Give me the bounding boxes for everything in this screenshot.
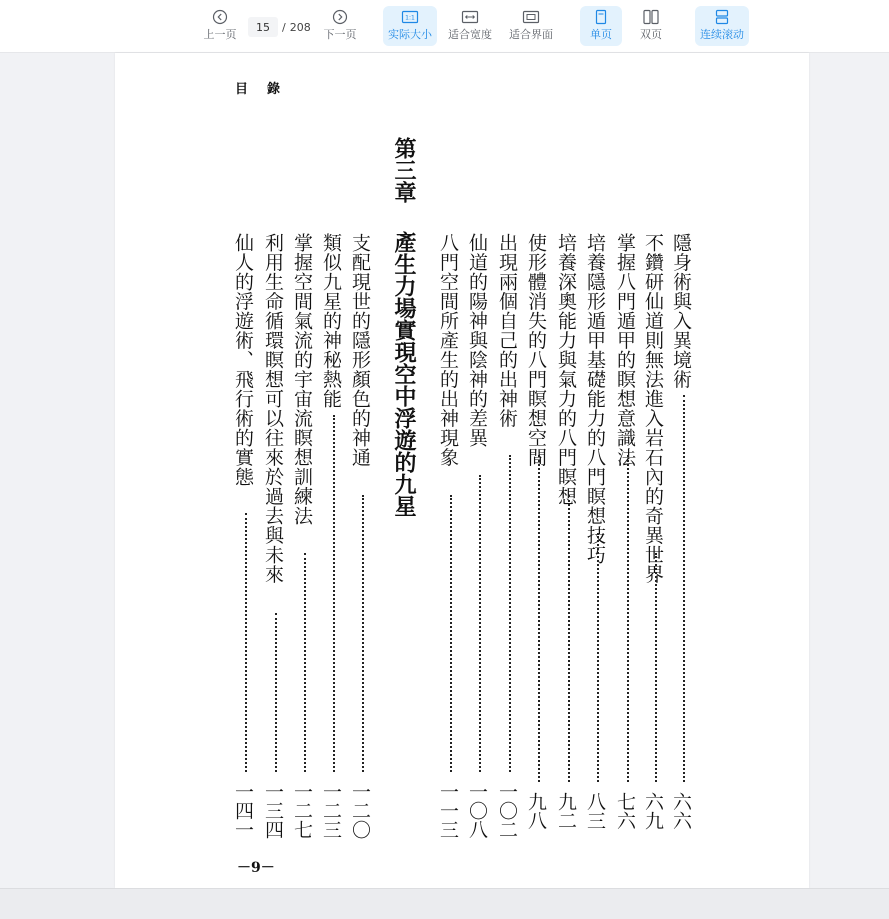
toc-entry-title: 仙人的浮遊術、飛行術的實態 — [232, 233, 254, 487]
toc-leader — [683, 395, 685, 782]
toc-leader — [538, 455, 540, 782]
single-page-button[interactable] — [580, 6, 622, 46]
fit-page-label: 适合界面 — [509, 28, 553, 41]
chevron-left-circle-icon — [212, 9, 228, 25]
continuous-scroll-label: 连续滚动 — [700, 28, 744, 41]
toc-entry-page: 六九 — [642, 792, 664, 830]
toc-entry-page: 七六 — [614, 792, 636, 830]
fit-width-label: 适合宽度 — [448, 28, 492, 41]
next-page-label: 下一页 — [323, 28, 357, 41]
fit-page-icon — [522, 9, 540, 25]
toc-entry-title: 培養深奧能力與氣力的八門瞑想 — [555, 233, 577, 506]
toc-entry-page: 八三 — [584, 792, 606, 830]
toc-leader — [450, 495, 452, 772]
fit-page-button[interactable] — [505, 6, 557, 46]
toc-leader — [597, 533, 599, 782]
toc-entry-title: 掌握空間氣流的宇宙流瞑想訓練法 — [291, 233, 313, 526]
page-navigator — [248, 17, 311, 37]
toc-entry-title: 出現兩個自己的出神術 — [496, 233, 518, 428]
toc-leader — [333, 415, 335, 772]
total-pages: 208 — [289, 20, 311, 34]
actual-size-button[interactable] — [383, 6, 437, 46]
toc-entry-title: 掌握八門遁甲的瞑想意識法 — [614, 233, 636, 467]
svg-text:1:1: 1:1 — [405, 14, 415, 22]
chapter-title: 產生力場實現空中浮遊的九星 — [391, 231, 417, 517]
continuous-scroll-button[interactable] — [695, 6, 749, 46]
double-page-button[interactable] — [630, 6, 672, 46]
toc-entry-page: 一二三 — [320, 782, 342, 839]
prev-page-button[interactable] — [198, 6, 242, 46]
document-page — [115, 53, 809, 888]
toc-leader — [627, 455, 629, 782]
single-page-icon — [593, 9, 609, 25]
next-page-button[interactable] — [318, 6, 362, 46]
toc-entry-page: 一一三 — [437, 782, 459, 839]
toc-entry-title: 使形體消失的八門瞑想空間 — [525, 233, 547, 467]
toc-entry-page: 一二七 — [291, 782, 313, 839]
single-page-label: 单页 — [590, 28, 612, 41]
horizontal-scrollbar[interactable] — [0, 888, 889, 919]
toc-entry-page: 一三四 — [262, 782, 284, 839]
toc-entry-page: 一四一 — [232, 782, 254, 839]
viewer-toolbar — [0, 0, 889, 53]
toc-entry-title: 支配現世的隱形顏色的神通 — [349, 233, 371, 467]
toc-entry-title: 不鑽研仙道則無法進入岩石內的奇異世界 — [642, 233, 664, 584]
page-separator: / — [282, 20, 286, 34]
toc-entry-page: 一二〇 — [349, 782, 371, 839]
double-page-icon — [642, 9, 660, 25]
toc-leader — [509, 455, 511, 772]
actual-size-icon — [401, 9, 419, 25]
toc-entry-page: 一〇八 — [466, 782, 488, 839]
page-number-input[interactable] — [248, 17, 278, 37]
toc-entry-page: 一〇二 — [496, 782, 518, 839]
toc-leader — [362, 495, 364, 772]
fit-width-button[interactable] — [444, 6, 496, 46]
chapter-label: 第三章 — [391, 137, 417, 203]
toc-entry-title: 利用生命循環瞑想可以往來於過去與未來 — [262, 233, 284, 584]
toc-leader — [304, 553, 306, 772]
toc-entry-page: 九八 — [525, 792, 547, 830]
toc-entry-title: 仙道的陽神與陰神的差異 — [466, 233, 488, 448]
fit-width-icon — [461, 9, 479, 25]
continuous-scroll-icon — [714, 9, 730, 25]
toc-entry-page: 六六 — [670, 792, 692, 830]
actual-size-label: 实际大小 — [388, 28, 432, 41]
toc-leader — [479, 475, 481, 772]
page-header: 目錄 — [235, 82, 300, 97]
double-page-label: 双页 — [640, 28, 662, 41]
page-footer-number: －9－ — [237, 860, 275, 876]
toc-entry-title: 八門空間所產生的出神現象 — [437, 233, 459, 467]
toc-entry-title: 類似九星的神秘熱能 — [320, 233, 342, 409]
toc-leader — [245, 513, 247, 772]
toc-leader — [655, 553, 657, 782]
toc-leader — [275, 613, 277, 772]
toc-entry-page: 九二 — [555, 792, 577, 830]
toc-entry-title: 隱身術與入異境術 — [670, 233, 692, 389]
chevron-right-circle-icon — [332, 9, 348, 25]
toc-entry-title: 培養隱形遁甲基礎能力的八門瞑想技巧 — [584, 233, 606, 565]
toc-leader — [568, 495, 570, 782]
prev-page-label: 上一页 — [203, 28, 237, 41]
